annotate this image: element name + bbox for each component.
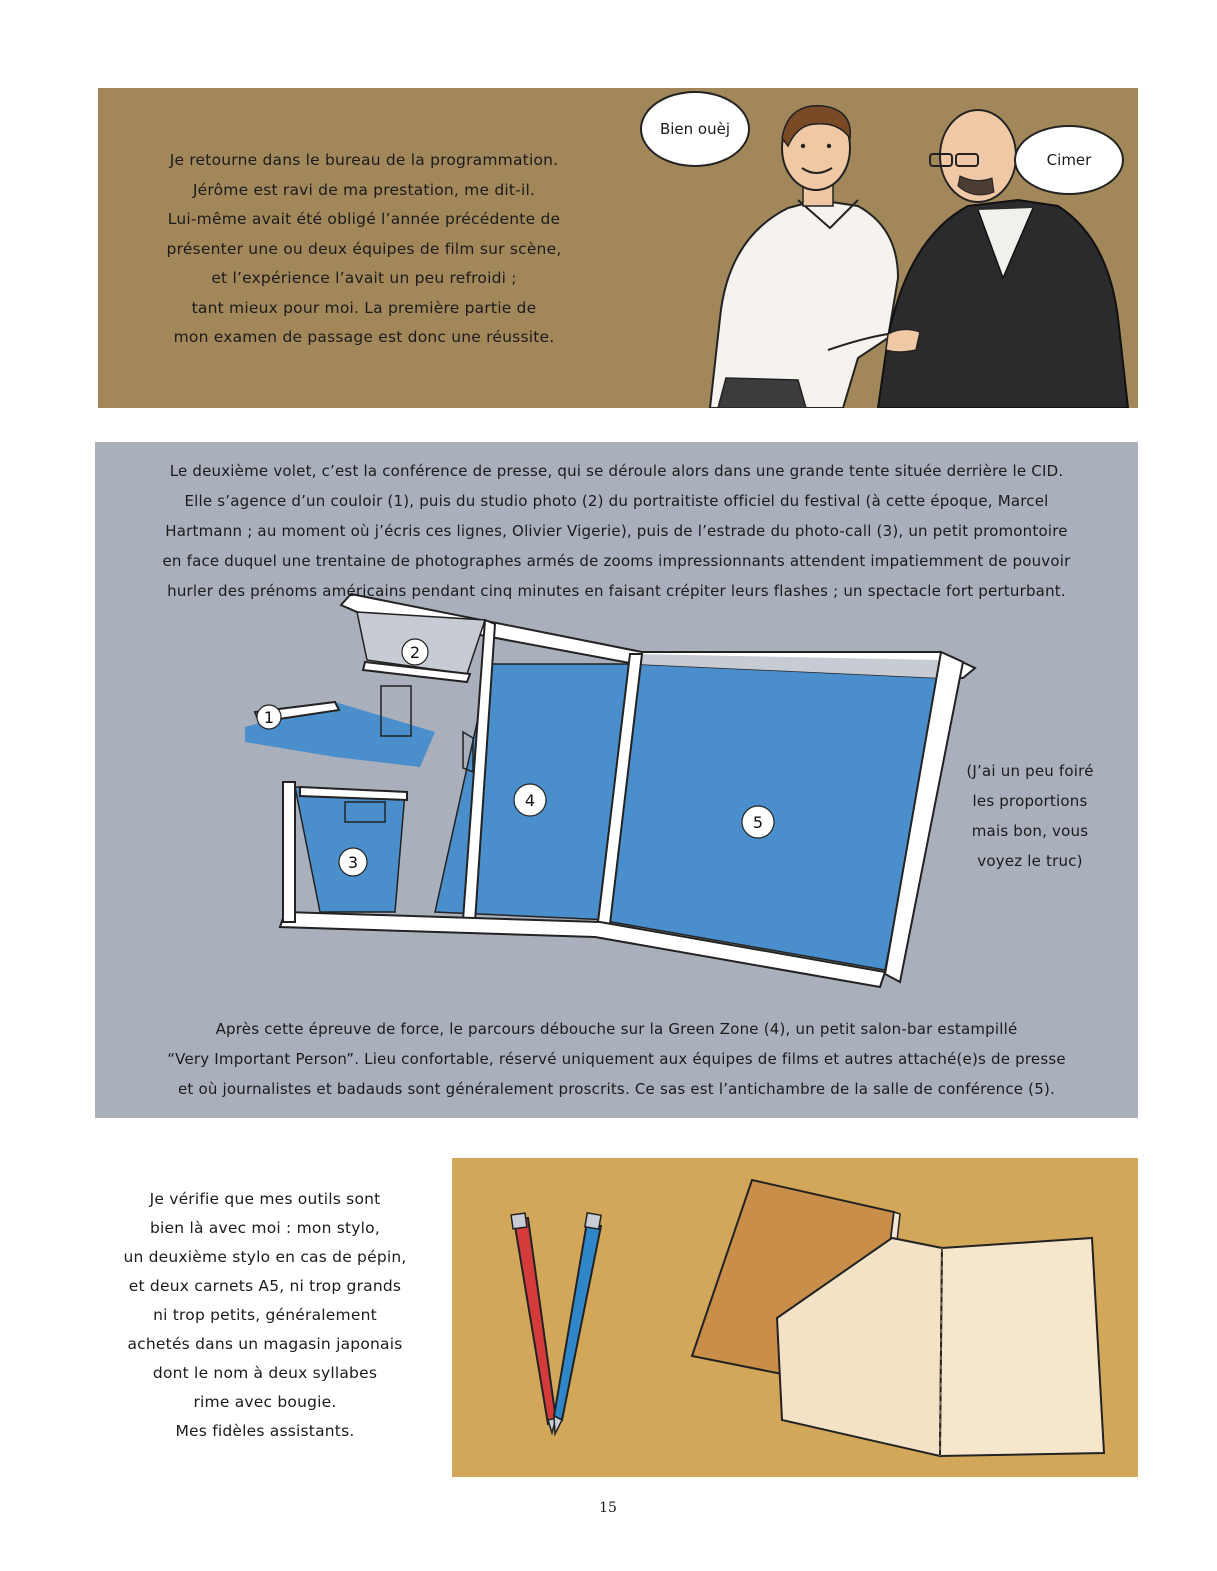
narration-line: dont le nom à deux syllabes (152, 1364, 378, 1382)
narration-line: présenter une ou deux équipes de film sur scène, (166, 239, 562, 258)
aside-line: voyez le truc) (977, 852, 1083, 870)
narration-line: achetés dans un magasin japonais (127, 1335, 403, 1353)
plan-label-3: 3 (347, 853, 359, 872)
speech-text: Cimer (1046, 151, 1092, 169)
panel-floor-plan (95, 442, 1138, 1118)
narration-line: bien là avec moi : mon stylo, (150, 1219, 380, 1237)
narration-line: et où journalistes et badauds sont généralement proscrits. Ce sas est l’antichambre de la salle de conférence (5). (177, 1080, 1056, 1098)
aside-note (955, 756, 1105, 876)
narration-line: ni trop petits, généralement (153, 1306, 377, 1324)
red-pen-icon (511, 1213, 556, 1433)
plan-label-5: 5 (752, 813, 764, 832)
narration-box-2-intro (115, 456, 1118, 606)
aside-line: (J’ai un peu foiré (966, 762, 1094, 780)
narration-line: Lui-même avait été obligé l’année précédente de (167, 210, 561, 228)
narration-line: et l’expérience l’avait un peu refroidi ; (211, 269, 517, 287)
tools-illustration (452, 1158, 1138, 1477)
narration-line: mon examen de passage est donc une réussite. (173, 328, 555, 346)
blue-pen-icon (554, 1213, 601, 1434)
narration-line: Jérôme est ravi de ma prestation, me dit-il. (192, 180, 536, 199)
narration-line: Mes fidèles assistants. (175, 1422, 355, 1440)
narration-line: Après cette épreuve de force, le parcours débouche sur la Green Zone (4), un petit salon-bar estampillé (215, 1020, 1018, 1038)
speech-text: Bien ouèj (659, 120, 731, 138)
aside-line: les proportions (972, 792, 1088, 810)
speech-bubble-left (640, 91, 750, 167)
plan-label-1: 1 (263, 708, 275, 727)
narration-line: en face duquel une trentaine de photographes armés de zooms impressionnants attendent impatiemment de pouvoir (162, 552, 1071, 570)
narration-line: un deuxième stylo en cas de pépin, (123, 1248, 407, 1266)
narration-line: hurler des prénoms américains pendant cinq minutes en faisant crépiter leurs flashes ; un spectacle fort perturbant. (167, 582, 1066, 600)
page-number: 15 (599, 1500, 617, 1516)
panel-handshake (98, 88, 1138, 408)
narration-line: rime avec bougie. (193, 1393, 337, 1411)
plan-label-4: 4 (524, 791, 536, 810)
narration-line: Je retourne dans le bureau de la programmation. (169, 151, 559, 169)
narration-line: “Very Important Person”. Lieu confortable, réservé uniquement aux équipes de films et autres attaché(e)s de presse (167, 1050, 1066, 1068)
speech-bubble-right (1014, 125, 1124, 195)
narration-line: Elle s’agence d’un couloir (1), puis du studio photo (2) du portraitiste officiel du festival (à cette époque, Marcel (184, 492, 1049, 510)
narration-line: Le deuxième volet, c’est la conférence de presse, qui se déroule alors dans une grande tente située derrière le CID. (169, 462, 1064, 480)
narration-line: Je vérifie que mes outils sont (149, 1190, 381, 1208)
panel-tools (452, 1158, 1138, 1477)
aside-line: mais bon, vous (971, 822, 1089, 840)
narration-line: Hartmann ; au moment où j’écris ces lignes, Olivier Vigerie), puis de l’estrade du photo-call (3), un petit promontoire (165, 522, 1068, 540)
plan-label-2: 2 (409, 643, 421, 662)
handshake-illustration (98, 88, 1138, 408)
narration-box-3 (110, 1185, 420, 1446)
narration-line: tant mieux pour moi. La première partie de (191, 298, 537, 317)
narration-line: et deux carnets A5, ni trop grands (128, 1277, 402, 1295)
narration-box-2-outro (115, 1014, 1118, 1104)
